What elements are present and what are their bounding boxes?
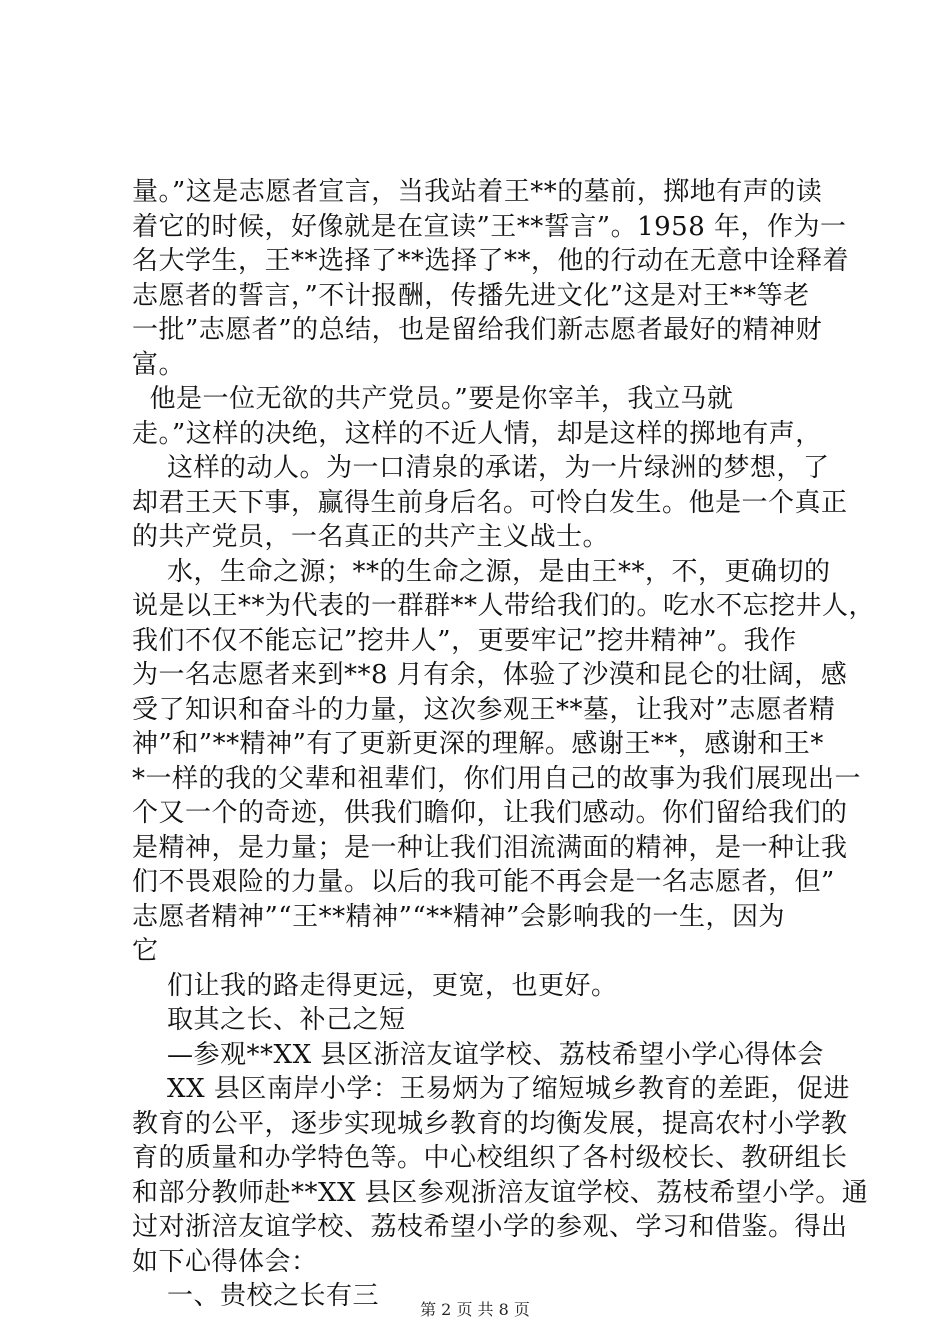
text-line: *一样的我的父辈和祖辈们，你们用自己的故事为我们展现出一 xyxy=(132,764,862,794)
text-line: 受了知识和奋斗的力量，这次参观王**墓，让我对”志愿者精 xyxy=(132,695,836,725)
text-line: 量。”这是志愿者宣言，当我站着王**的墓前，掷地有声的读 xyxy=(132,177,823,207)
text-line: 水，生命之源；**的生命之源，是由王**，不，更确切的 xyxy=(132,557,831,587)
text-line: 神”和”**精神”有了更新更深的理解。感谢王**，感谢和王* xyxy=(132,729,824,759)
text-line: 过对浙涪友谊学校、荔枝希望小学的参观、学习和借鉴。得出 xyxy=(132,1212,848,1242)
text-line: 志愿者精神”“王**精神”“**精神”会影响我的一生，因为 xyxy=(132,902,785,932)
text-line: 是精神，是力量；是一种让我们泪流满面的精神，是一种让我 xyxy=(132,833,848,863)
text-line: 取其之长、补己之短 xyxy=(132,1005,406,1035)
text-line: 说是以王**为代表的一群群**人带给我们的。吃水不忘挖井人， xyxy=(132,591,876,621)
text-line: 们不畏艰险的力量。以后的我可能不再会是一名志愿者，但” xyxy=(132,867,835,897)
text-line: 名大学生，王**选择了**选择了**，他的行动在无意中诠释着 xyxy=(132,246,850,276)
text-line: 却君王天下事，赢得生前身后名。可怜白发生。他是一个真正 xyxy=(132,488,848,518)
text-line: 走。”这样的决绝，这样的不近人情，却是这样的掷地有声， xyxy=(132,419,822,449)
text-line: 为一名志愿者来到**8 月有余，体验了沙漠和昆仑的壮阔，感 xyxy=(132,660,848,690)
text-line: 们让我的路走得更远，更宽，也更好。 xyxy=(132,971,618,1001)
text-line: 一批”志愿者”的总结，也是留给我们新志愿者最好的精神财 xyxy=(132,315,823,345)
text-line: 一、贵校之长有三 xyxy=(132,1281,380,1311)
text-line: 他是一位无欲的共产党员。”要是你宰羊，我立马就 xyxy=(132,384,734,414)
text-line: 富。 xyxy=(132,350,186,380)
text-line: 如下心得体会： xyxy=(132,1247,318,1277)
text-line: XX 县区南岸小学：王易炳为了缩短城乡教育的差距，促进 xyxy=(132,1074,850,1104)
text-line: —参观**XX 县区浙涪友谊学校、荔枝希望小学心得体会 xyxy=(132,1040,824,1070)
text-line: 的共产党员，一名真正的共产主义战士。 xyxy=(132,522,610,552)
text-line: 和部分教师赴**XX 县区参观浙涪友谊学校、荔枝希望小学。通 xyxy=(132,1178,869,1208)
page-footer: 第 2 页 共 8 页 xyxy=(420,1300,530,1319)
text-line: 这样的动人。为一口清泉的承诺，为一片绿洲的梦想，了 xyxy=(132,453,830,483)
text-line: 我们不仅不能忘记”挖井人”，更要牢记”挖井精神”。我作 xyxy=(132,626,797,656)
text-line: 教育的公平，逐步实现城乡教育的均衡发展，提高农村小学教 xyxy=(132,1109,848,1139)
text-line: 育的质量和办学特色等。中心校组织了各村级校长、教研组长 xyxy=(132,1143,848,1173)
text-line: 着它的时候，好像就是在宣读”王**誓言”。1958 年，作为一 xyxy=(132,212,847,242)
text-line: 它 xyxy=(132,936,159,966)
text-line: 志愿者的誓言，”不计报酬，传播先进文化”这是对王**等老 xyxy=(132,281,810,311)
text-line: 个又一个的奇迹，供我们瞻仰，让我们感动。你们留给我们的 xyxy=(132,798,848,828)
